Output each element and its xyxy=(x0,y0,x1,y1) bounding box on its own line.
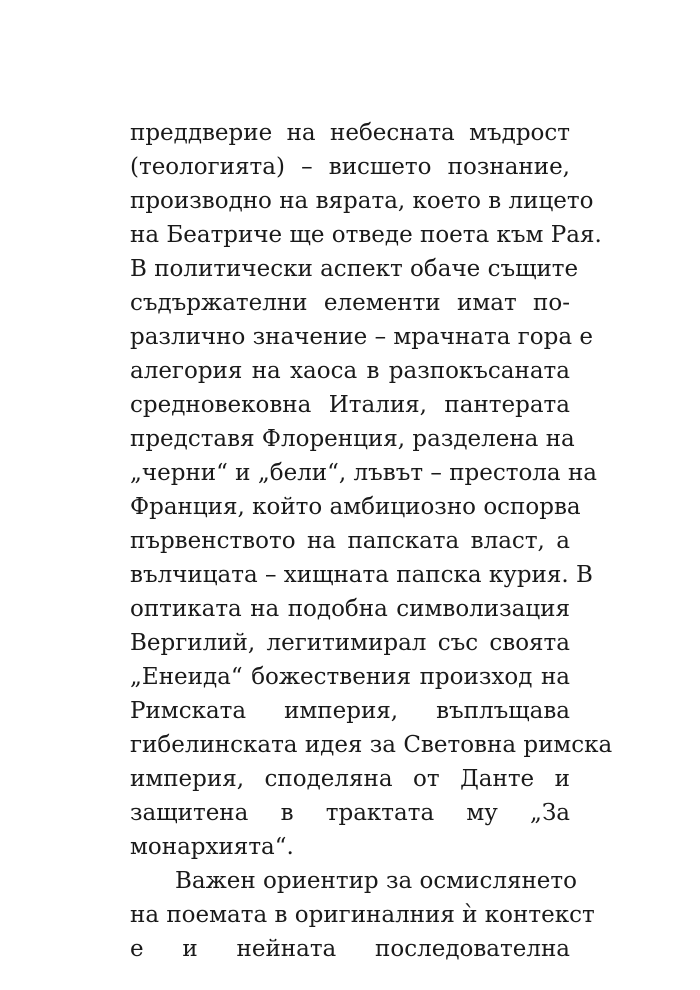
text-line: В политически аспект обаче същите xyxy=(130,256,579,282)
text-line: производно на вярата, което в лицето xyxy=(130,188,594,214)
text-line: средновековна Италия, пантерата xyxy=(130,392,570,418)
text-line: е и нейната последователна xyxy=(130,936,570,962)
text-line: алегория на хаоса в разпокъсаната xyxy=(130,358,570,384)
text-line: Римската империя, въплъщава xyxy=(130,698,570,724)
text-line: оптиката на подобна символизация xyxy=(130,596,570,622)
body-text xyxy=(130,116,613,966)
text-line: защитена в трактата му „За xyxy=(130,800,570,826)
text-line: първенството на папската власт, а xyxy=(130,528,570,554)
text-line: преддверие на небесната мъдрост xyxy=(130,120,570,146)
text-line: вълчицата – хищната папска курия. В xyxy=(130,562,593,588)
paragraph-end-line: монархията“. xyxy=(130,834,294,860)
text-line: „черни“ и „бели“, лъвът – престола на xyxy=(130,460,597,486)
text-line: съдържателни елементи имат по- xyxy=(130,290,570,316)
text-line: представя Флоренция, разделена на xyxy=(130,426,575,452)
paragraph-first-line: Важен ориентир за осмислянето xyxy=(175,868,577,894)
text-line: Франция, който амбициозно оспорва xyxy=(130,494,581,520)
text-line: на Беатриче ще отведе поета към Рая. xyxy=(130,222,602,248)
text-line: гибелинската идея за Световна римска xyxy=(130,732,613,758)
text-line: Вергилий, легитимирал със своята xyxy=(130,630,570,656)
text-line: „Енеида“ божествения произход на xyxy=(130,664,570,690)
text-line: империя, споделяна от Данте и xyxy=(130,766,570,792)
text-line: на поемата в оригиналния ѝ контекст xyxy=(130,902,595,928)
text-line: различно значение – мрачната гора е xyxy=(130,324,593,350)
text-line: (теологията) – висшето познание, xyxy=(130,154,570,180)
